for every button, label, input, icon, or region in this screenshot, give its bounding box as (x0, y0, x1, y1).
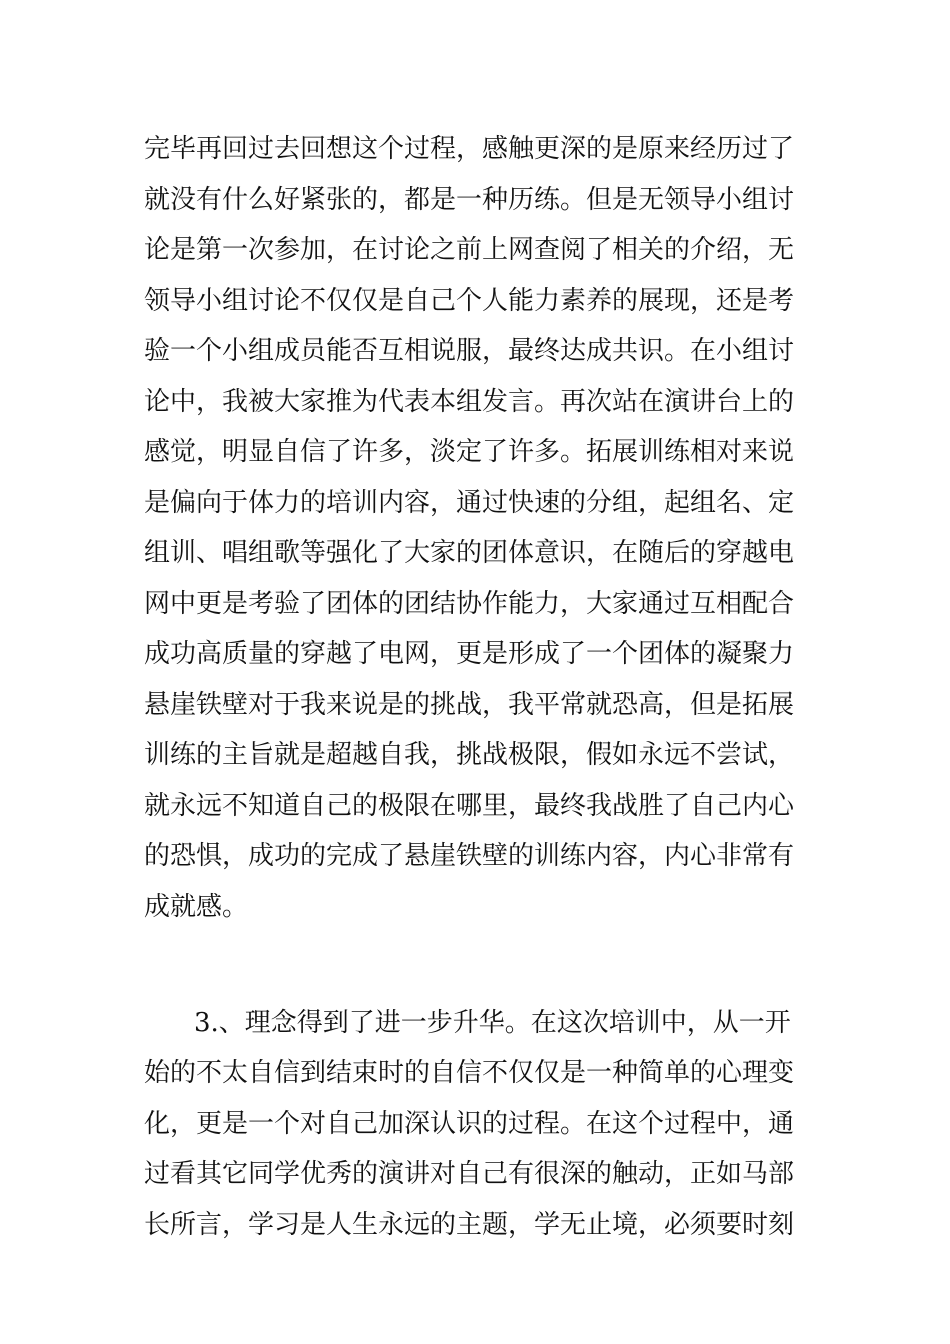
text-line: 验一个小组成员能否互相说服，最终达成共识。在小组讨 (144, 336, 795, 366)
text-line: 的恐惧，成功的完成了悬崖铁壁的训练内容，内心非常有 (144, 841, 795, 871)
text-line: 完毕再回过去回想这个过程，感触更深的是原来经历过了 (144, 134, 795, 164)
text-line: 成功高质量的穿越了电网，更是形成了一个团体的凝聚力 (144, 639, 795, 669)
text-line: 网中更是考验了团体的团结协作能力，大家通过互相配合 (144, 589, 795, 619)
text-line: 始的不太自信到结束时的自信不仅仅是一种简单的心理变 (144, 1058, 795, 1088)
text-line: 长所言，学习是人生永远的主题，学无止境，必须要时刻 (144, 1210, 795, 1240)
text-line: 过看其它同学优秀的演讲对自己有很深的触动，正如马部 (144, 1159, 795, 1189)
text-line: 论是第一次参加，在讨论之前上网查阅了相关的介绍，无 (144, 235, 795, 265)
text-line: 组训、唱组歌等强化了大家的团体意识，在随后的穿越电 (144, 538, 795, 568)
text-line: 就没有什么好紧张的，都是一种历练。但是无领导小组讨 (144, 185, 795, 215)
text-line: 论中，我被大家推为代表本组发言。再次站在演讲台上的 (144, 387, 795, 417)
text-line: 是偏向于体力的培训内容，通过快速的分组，起组名、定 (144, 488, 795, 518)
text-line: 悬崖铁壁对于我来说是的挑战，我平常就恐高，但是拓展 (144, 690, 795, 720)
text-line: 训练的主旨就是超越自我，挑战极限，假如永远不尝试， (144, 740, 795, 770)
text-line: 领导小组讨论不仅仅是自己个人能力素养的展现，还是考 (144, 286, 795, 316)
text-line: 感觉，明显自信了许多，淡定了许多。拓展训练相对来说 (144, 437, 795, 467)
text-line: 化，更是一个对自己加深认识的过程。在这个过程中，通 (144, 1109, 795, 1139)
text-line: 3.、理念得到了进一步升华。在这次培训中，从一开 (194, 1008, 791, 1038)
text-line: 成就感。 (144, 892, 249, 922)
text-line: 就永远不知道自己的极限在哪里，最终我战胜了自己内心 (144, 791, 795, 821)
